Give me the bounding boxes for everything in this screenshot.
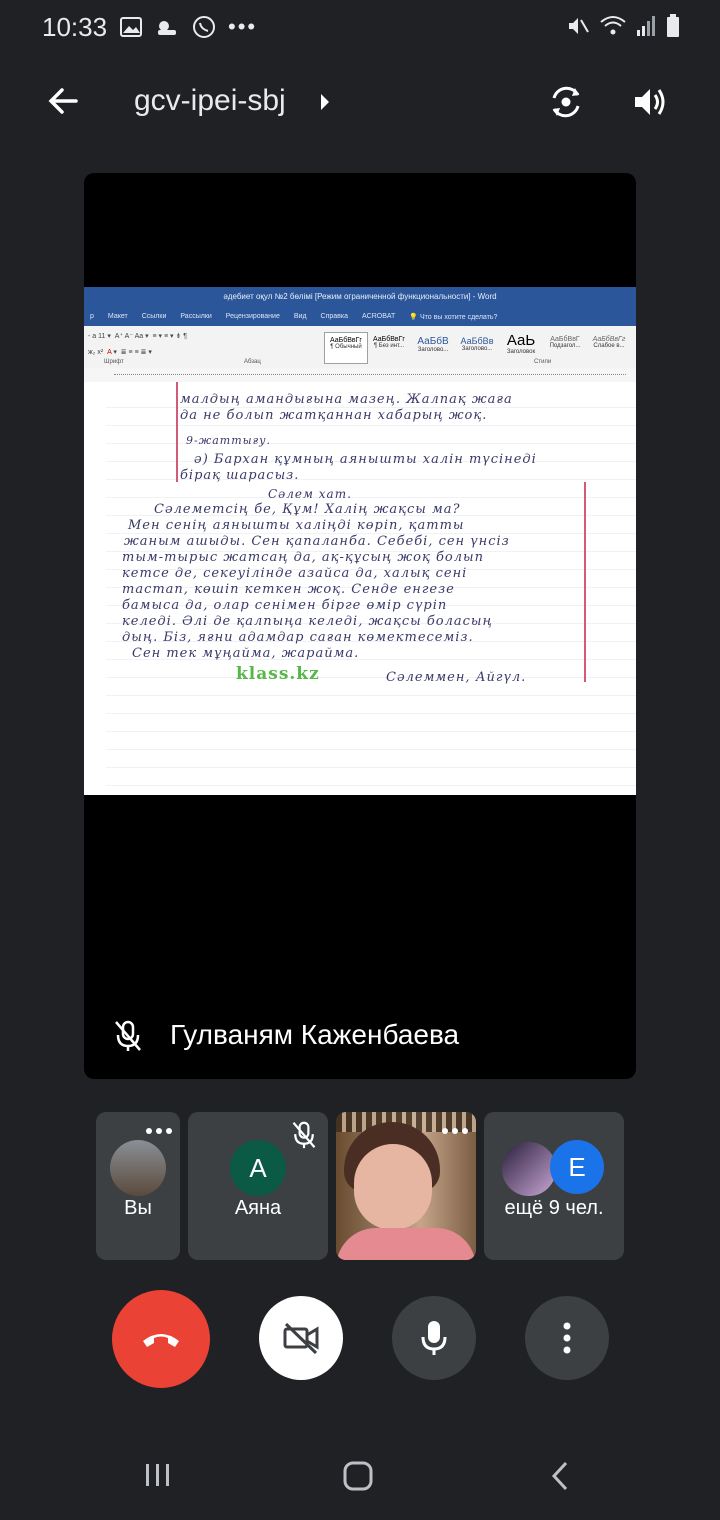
meeting-code[interactable]: gcv-ipei-sbj bbox=[134, 84, 286, 117]
arrow-back-icon bbox=[46, 84, 80, 118]
doc-line: Сен тек мұңайма, жарайма. bbox=[132, 646, 360, 661]
videocam-off-icon bbox=[281, 1320, 321, 1356]
menu-item: ACROBAT bbox=[362, 313, 396, 320]
recent-apps-icon bbox=[144, 1460, 172, 1490]
doc-line: Мен сенің аянышты халіңді көріп, қатты bbox=[128, 518, 465, 533]
recent-apps-button[interactable] bbox=[144, 1460, 172, 1495]
style-heading-2: АаБбВв Заголово... bbox=[460, 336, 494, 352]
participant-tile-self[interactable] bbox=[96, 1112, 180, 1260]
word-ruler bbox=[84, 368, 636, 383]
speaker-muted-indicator bbox=[112, 1019, 144, 1058]
doc-line: малдың амандығына мазең. Жалпақ жаға bbox=[180, 392, 513, 407]
weather-icon bbox=[154, 17, 180, 37]
status-notification-icons bbox=[120, 14, 257, 40]
menu-item: Макет bbox=[107, 313, 128, 320]
speaker-volume-icon bbox=[630, 82, 670, 122]
whatsapp-icon bbox=[192, 15, 216, 39]
doc-line: Сәлем хат. bbox=[268, 487, 352, 501]
ribbon-styles-label: Стили bbox=[534, 359, 552, 365]
participant-tile-ayana[interactable] bbox=[188, 1112, 328, 1260]
style-normal: АаБбВвГг ¶ Обычный bbox=[324, 332, 368, 364]
call-end-icon bbox=[139, 1327, 183, 1351]
more-options-icon[interactable] bbox=[146, 1128, 172, 1134]
signal-icon bbox=[636, 15, 656, 37]
main-video-tile[interactable] bbox=[84, 173, 636, 1079]
menu-item: Вид bbox=[293, 313, 307, 320]
doc-line: да не болып жатқаннан хабарың жоқ. bbox=[180, 408, 488, 423]
doc-line: 9-жаттығу. bbox=[186, 434, 272, 447]
menu-item: р bbox=[90, 313, 94, 320]
avatar: А bbox=[230, 1140, 286, 1196]
doc-line: бірақ шарасыз. bbox=[180, 468, 300, 483]
more-notifications-icon: ••• bbox=[228, 14, 258, 39]
participant-muted-indicator bbox=[290, 1120, 318, 1155]
home-button[interactable] bbox=[342, 1460, 374, 1497]
style-subtle-emphasis: АаБбВвГг Слабое в... bbox=[592, 336, 626, 349]
participant-clothing bbox=[336, 1228, 476, 1260]
avatar bbox=[110, 1140, 166, 1196]
mic-off-icon bbox=[290, 1120, 318, 1150]
word-title-bar: әдебиет оқул №2 бөлімі [Режим ограниченной функциональности] - Word bbox=[84, 287, 636, 307]
doc-line: Сәлеметсің бе, Құм! Халің жақсы ма? bbox=[154, 502, 461, 517]
gallery-icon bbox=[120, 17, 142, 37]
avatar: Е bbox=[550, 1140, 604, 1194]
more-options-button[interactable] bbox=[525, 1296, 609, 1380]
more-options-icon[interactable] bbox=[442, 1128, 468, 1134]
word-ribbon: - а 11 ▾ A⁺ A⁻ Aa ▾ ≡ ▾ ≡ ▾ ⇟ ¶ ж₂ x² A ▾ ≣ ≡ ≡ ≣ ▾ АаБбВвГг ¶ Обычный АаБбВвГг ¶ Без инт... АаБбВ Заголово... АаБбВв Заголово... АаЬ Заголовок АаБбВвГ Подзагол... АаБбВвГг Слабое в... Шрифт Абзац Стили bbox=[84, 326, 636, 369]
chevron-right-icon bbox=[318, 92, 332, 112]
document-page bbox=[84, 382, 636, 795]
status-time: 10:33 bbox=[42, 12, 108, 42]
doc-line: тастап, көшіп кеткен жоқ. Сенде енгезе bbox=[122, 582, 455, 597]
meeting-details-button[interactable] bbox=[318, 92, 332, 117]
toggle-microphone-button[interactable] bbox=[392, 1296, 476, 1380]
home-icon bbox=[342, 1460, 374, 1492]
menu-item: Ссылки bbox=[141, 313, 167, 320]
doc-line: кетсе де, секеуілінде азайса да, халық сені bbox=[122, 566, 468, 581]
style-heading-1: АаБбВ Заголово... bbox=[417, 336, 449, 353]
back-nav-button[interactable] bbox=[548, 1460, 572, 1497]
ribbon-font-label: Шрифт bbox=[104, 359, 124, 365]
menu-item: Рассылки bbox=[180, 313, 212, 320]
participant-face bbox=[354, 1144, 432, 1230]
menu-item: Рецензирование bbox=[225, 313, 280, 320]
more-participants-label: ещё 9 чел. bbox=[504, 1197, 604, 1219]
switch-camera-button[interactable] bbox=[546, 82, 586, 127]
back-chevron-icon bbox=[548, 1460, 572, 1492]
mic-icon bbox=[419, 1319, 449, 1357]
participant-tile-video[interactable] bbox=[336, 1112, 476, 1260]
mute-icon bbox=[566, 14, 590, 38]
participant-label: Аяна bbox=[234, 1197, 282, 1219]
speaker-name: Гулваням Каженбаева bbox=[170, 1019, 460, 1050]
doc-line: бамыса да, олар сенімен бірге өмір сүріп bbox=[122, 598, 448, 613]
style-subtitle: АаБбВвГ Подзагол... bbox=[549, 336, 581, 349]
switch-camera-icon bbox=[546, 82, 586, 122]
audio-output-button[interactable] bbox=[630, 82, 670, 127]
style-title: АаЬ Заголовок bbox=[506, 332, 536, 355]
word-menu-bar bbox=[84, 307, 636, 326]
doc-line: тым-тырыс жатсаң да, ақ-құсың жоқ болып bbox=[122, 550, 484, 565]
menu-item: 💡 Что вы хотите сделать? bbox=[409, 313, 498, 321]
participant-tile-others[interactable] bbox=[484, 1112, 624, 1260]
back-button[interactable] bbox=[46, 84, 80, 123]
screen-share-content bbox=[84, 287, 636, 795]
menu-item: Справка bbox=[320, 313, 348, 320]
toggle-camera-button[interactable] bbox=[259, 1296, 343, 1380]
mic-off-icon bbox=[112, 1019, 144, 1053]
doc-line: ә) Бархан құмның аянышты халін түсінеді bbox=[194, 452, 537, 467]
more-vert-icon bbox=[562, 1322, 572, 1354]
doc-line: келеді. Әлі де қалпыңа келеді, жақсы боласың bbox=[122, 614, 493, 629]
ribbon-paragraph-label: Абзац bbox=[244, 359, 261, 365]
battery-icon bbox=[666, 14, 680, 38]
doc-line: Сәлеммен, Айгүл. bbox=[386, 670, 527, 685]
participant-label: Вы bbox=[124, 1197, 152, 1219]
watermark-logo: klass.kz bbox=[236, 664, 320, 684]
status-system-icons bbox=[566, 14, 680, 38]
style-no-spacing: АаБбВвГг ¶ Без инт... bbox=[373, 336, 405, 349]
end-call-button[interactable] bbox=[112, 1290, 210, 1388]
wifi-icon bbox=[600, 15, 626, 37]
doc-line: дың. Біз, яғни адамдар саған көмектесеміз. bbox=[122, 630, 474, 645]
doc-line: жаным ашыды. Сен қапаланба. Себебі, сен үнсіз bbox=[124, 534, 510, 549]
